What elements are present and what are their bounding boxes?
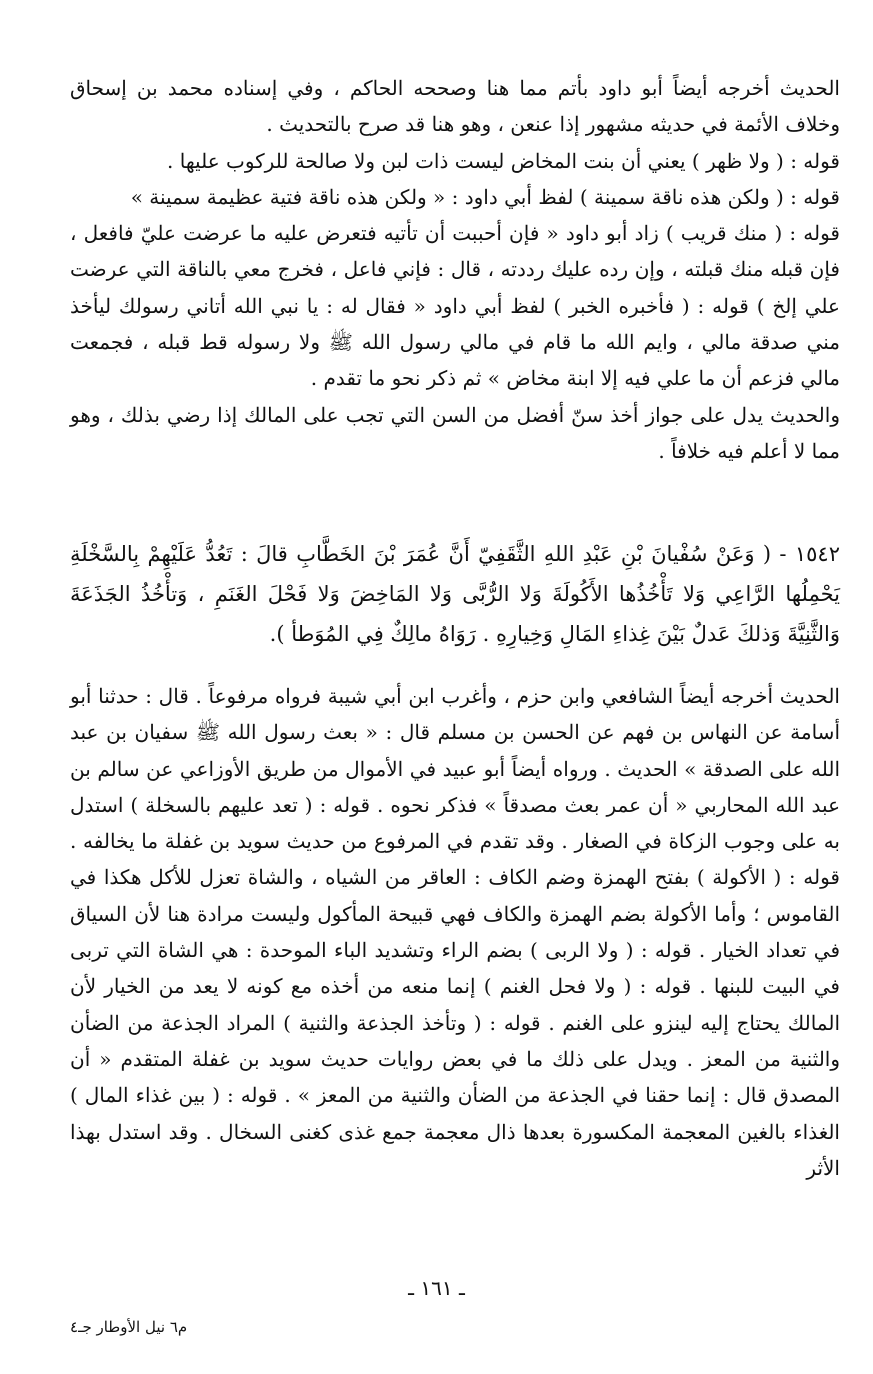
page-number: ـ ١٦١ ـ	[408, 1276, 465, 1300]
paragraph: قوله : ( ولكن هذه ناقة سمينة ) لفظ أبي داود : « ولكن هذه ناقة فتية عظيمة سمينة »	[130, 184, 840, 209]
hadith-paragraph: ١٥٤٢ - ( وَعَنْ سُفْيانَ بْنِ عَبْدِ اللهِ الثَّقَفِيّ أَنَّ عُمَرَ بْنَ الخَطَّابِ قالَ : تَعُدُّ عَلَيْهِمْ بِالسَّخْلَةِ يَحْمِلُها الرَّاعِي وَلا تَأْخُذُها الأَكُولَةَ وَلا الرُّبَّى وَلا المَاخِضَ وَلا فَحْلَ الغَنَمِ ، وَتأْخُذُ الجَذَعَةَ وَالثَّنِيَّةَ وَذلكَ عَدلٌ بَيْنَ غِذاءِ المَالِ وَخِيارِهِ . رَوَاهُ مالِكٌ فِي المُوَطأ ).	[70, 542, 840, 646]
paragraph: والحديث يدل على جواز أخذ سنّ أفضل من السن التي تجب على المالك إذا رضي بذلك ، وهو مما لا أعلم فيه خلافاً .	[70, 402, 840, 463]
paragraph: قوله : ( ولا ظهر ) يعني أن بنت المخاض ليست ذات لبن ولا صالحة للركوب عليها .	[167, 148, 840, 173]
paragraph: الحديث أخرجه أيضاً الشافعي وابن حزم ، وأغرب ابن أبي شيبة فرواه مرفوعاً . قال : حدثنا أبو أسامة عن النهاس بن فهم عن الحسن بن مسلم قال : « بعث رسول الله ﷺ سفيان بن عبد الله على الصدقة » الحديث . ورواه أيضاً أبو عبيد في الأموال من طريق الأوزاعي عن سالم بن عبد الله المحاربي « أن عمر بعث مصدقاً » فذكر نحوه . قوله : ( تعد عليهم بالسخلة ) استدل به على وجوب الزكاة في الصغار . وقد تقدم في المرفوع من حديث سويد بن غفلة ما يخالفه . قوله : ( الأكولة ) بفتح الهمزة وضم الكاف : العاقر من الشياه ، والشاة تعزل للأكل هكذا في القاموس ؛ وأما الأكولة بضم الهمزة والكاف فهي قبيحة المأكول وليست مرادة هنا لأن السياق في تعداد الخيار . قوله : ( ولا الربى ) بضم الراء وتشديد الباء الموحدة : هي الشاة التي تربى في البيت للبنها . قوله : ( ولا فحل الغنم ) إنما منعه من أخذه مع كونه لا يعد من الخيار لأن المالك يحتاج إليه لينزو على الغنم . قوله : ( وتأخذ الجذعة والثنية ) المراد الجذعة من الضأن والثنية من المعز . ويدل على ذلك ما في بعض روايات حديث سويد بن غفلة المتقدم « أن المصدق قال : إنما حقنا في الجذعة من الضأن والثنية من المعز » . قوله : ( بين غذاء المال ) الغذاء بالغين المعجمة المكسورة بعدها ذال معجمة جمع غذى كغنى السخال . وقد استدل بهذا الأثر	[70, 684, 841, 1180]
paragraph: الحديث أخرجه أيضاً أبو داود بأتم مما هنا وصححه الحاكم ، وفي إسناده محمد بن إسحاق وخلاف الأئمة في حديثه مشهور إذا عنعن ، وهو هنا قد صرح بالتحديث .	[70, 76, 840, 137]
commentary-block-1	[70, 70, 840, 469]
commentary-block-2	[70, 678, 840, 1186]
hadith-text	[70, 534, 840, 654]
footer-signature: م٦ نيل الأوطار جـ٤	[70, 1318, 188, 1336]
paragraph: قوله : ( منك قريب ) زاد أبو داود « فإن أحببت أن تأتيه فتعرض عليه ما عرضت عليّ فافعل ، فإن قبله منك قبلته ، وإن رده عليك رددته ، قال : فإني فاعل ، فخرج معي بالناقة التي عرضت علي إلخ ) قوله : ( فأخبره الخبر ) لفظ أبي داود « فقال له : يا نبي الله أتاني رسولك ليأخذ مني صدقة مالي ، وايم الله ما قام في مالي رسول الله ﷺ ولا رسوله قط قبله ، فجمعت مالي فزعم أن ما علي فيه إلا ابنة مخاض » ثم ذكر نحو ما تقدم .	[70, 221, 840, 391]
